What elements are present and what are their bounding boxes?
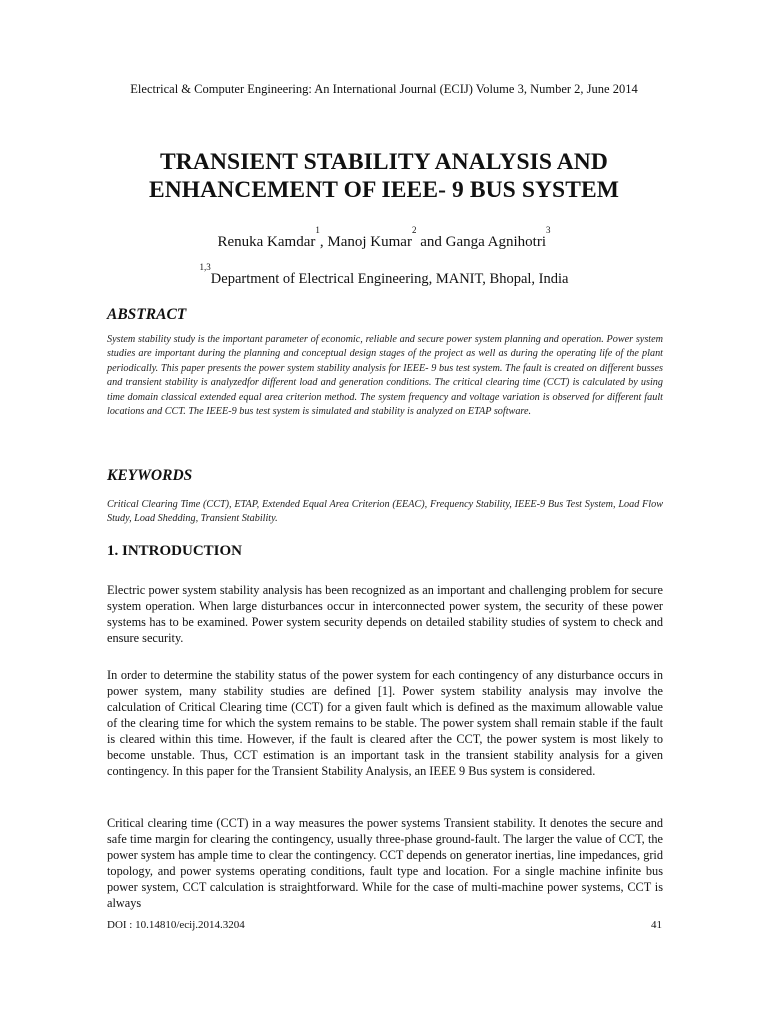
- title-line-2: ENHANCEMENT OF IEEE- 9 BUS SYSTEM: [148, 177, 620, 203]
- keywords-body: Critical Clearing Time (CCT), ETAP, Extended Equal Area Criterion (EEAC), Frequency Stability, IEEE-9 Bus Test System, Load Flow Study, Load Shedding, Transient Stability.: [107, 499, 663, 525]
- page-number: 41: [651, 919, 662, 931]
- intro-paragraph-3: Critical clearing time (CCT) in a way measures the power systems Transient stability. It denotes the secure and safe time margin for clearing the contingency, usually three-phase ground-fault. The larger the value of CCT, the power system has ample time to clear the contingency. CCT depends on generator inertias, line impedances, grid topology, and power systems operating conditions, fault type and location. For a single machine infinite bus power system, CCT calculation is straightforward. While for the case of multi-machine power systems, CCT is always: [107, 816, 663, 910]
- author-1-affiliation-mark: 1: [315, 225, 320, 235]
- affiliation-text: Department of Electrical Engineering, MANIT, Bhopal, India: [210, 271, 569, 287]
- author-2: , Manoj Kumar: [319, 234, 412, 250]
- affiliation: [0, 262, 768, 288]
- doi-footer: DOI : 10.14810/ecij.2014.3204: [107, 919, 245, 931]
- author-1: Renuka Kamdar: [217, 234, 316, 250]
- paper-title: [60, 148, 708, 204]
- author-list: [0, 225, 768, 251]
- abstract-heading: ABSTRACT: [107, 306, 187, 323]
- intro-paragraph-2: In order to determine the stability status of the power system for each contingency of any disturbance occurs in power system, many stability studies are defined [1]. Power system stability analysis may involve the calculation of Critical Clearing time (CCT) for a given fault which is defined as the maximum allowable value of the clearing time for which the system remains to be stable. The power system shall remain stable if the fault is cleared within this time. However, if the fault is cleared after the CCT, the power system is most likely to become unstable. Thus, CCT estimation is an important task in the transient stability analysis for a given contingency. In this paper for the Transient Stability Analysis, an IEEE 9 Bus system is considered.: [107, 668, 663, 778]
- journal-header: Electrical & Computer Engineering: An International Journal (ECIJ) Volume 3, Number 2, June 2014: [130, 82, 638, 96]
- author-3: and Ganga Agnihotri: [416, 234, 547, 250]
- section-heading-introduction: 1. INTRODUCTION: [107, 543, 243, 559]
- affiliation-mark: 1,3: [199, 262, 211, 272]
- author-3-affiliation-mark: 3: [546, 225, 551, 235]
- title-line-1: TRANSIENT STABILITY ANALYSIS AND: [160, 149, 608, 175]
- abstract-body: System stability study is the important parameter of economic, reliable and secure power system planning and operation. Power system studies are important during the planning and conceptual design stages of the project as well as during the operating life of the plant periodically. This paper presents the power system stability analysis for IEEE- 9 bus test system. The fault is created on different busses and transient stability is analyzedfor different load and generation conditions. The critical clearing time (CCT) is calculated by using time domain classical extended equal area criterion method. The system frequency and voltage variation is observed for different fault locations and CCT. The IEEE-9 bus test system is simulated and stability is analyzed on ETAP software.: [107, 334, 663, 418]
- author-2-affiliation-mark: 2: [411, 225, 417, 235]
- intro-paragraph-1: Electric power system stability analysis has been recognized as an important and challenging problem for secure system operation. When large disturbances occur in interconnected power system, the security of these power systems has to be examined. Power system security depends on detailed stability studies of system to check and ensure security.: [107, 583, 663, 645]
- keywords-heading: KEYWORDS: [107, 467, 193, 484]
